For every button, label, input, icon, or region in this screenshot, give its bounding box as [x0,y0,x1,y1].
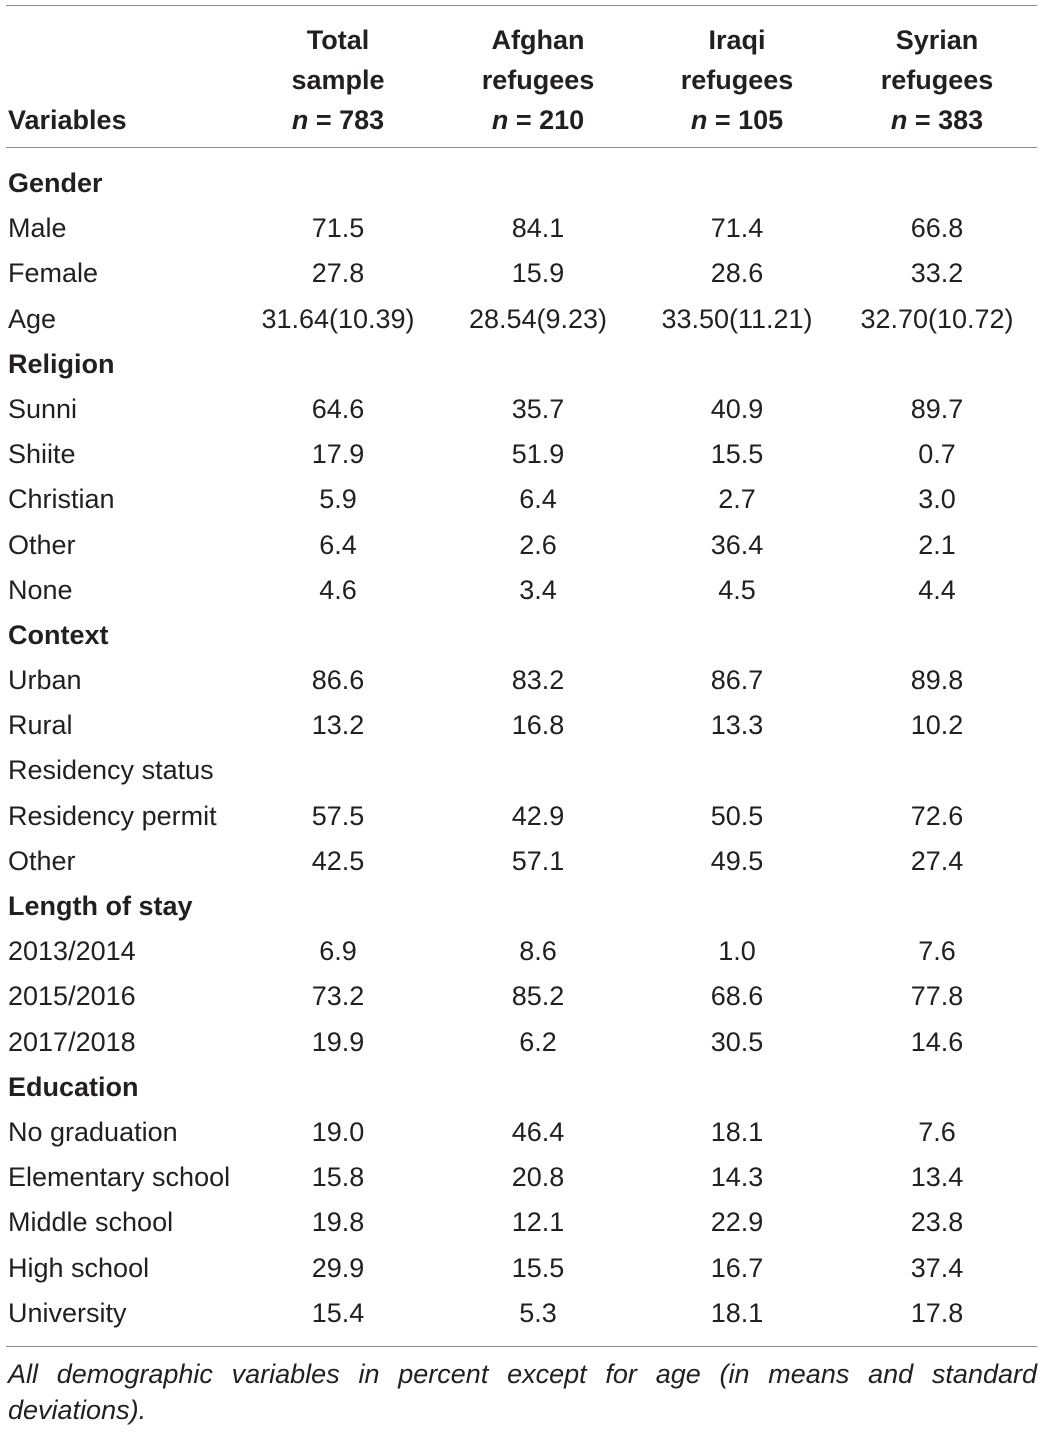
cell-value: 3.0 [918,484,956,515]
table-header [0,20,1043,140]
cell-value: 89.8 [910,665,964,696]
cell-value: 33.2 [910,258,964,289]
header-n-label: n [491,105,509,135]
table-row [0,387,1043,432]
header-n-label: n [890,105,908,135]
cell-value: 86.6 [311,665,365,696]
cell-value: 5.3 [519,1297,557,1328]
cell-value: 68.6 [710,981,764,1012]
table-row [0,251,1043,296]
cell-value: 46.4 [511,1116,565,1147]
cell-value: 7.6 [918,1116,956,1147]
row-label: Rural [8,710,73,741]
cell-value: 83.2 [511,665,565,696]
cell-value: 14.6 [910,1026,964,1057]
cell-value: 13.4 [910,1162,964,1193]
cell-value: 14.3 [710,1162,764,1193]
cell-value: 2.6 [519,529,557,560]
cell-value: 31.64(10.39) [261,303,415,334]
cell-value: 19.9 [311,1026,365,1057]
cell-value: 32.70(10.72) [860,303,1014,334]
header-variables-label: Variables [8,105,127,135]
cell-value: 6.4 [319,529,357,560]
cell-value: 15.4 [311,1297,365,1328]
section-header-row [0,342,1043,387]
header-line2: sample [291,65,385,95]
cell-value: 27.4 [910,845,964,876]
section-header-row [0,161,1043,206]
table-row [0,748,1043,793]
header-line2: refugees [680,65,794,95]
row-label: No graduation [8,1116,178,1147]
cell-value: 30.5 [710,1026,764,1057]
table-row [0,568,1043,613]
cell-value: 15.9 [511,258,565,289]
cell-value: 4.4 [918,574,956,605]
cell-value: 77.8 [910,981,964,1012]
table-row [0,839,1043,884]
table-row [0,929,1043,974]
cell-value: 20.8 [511,1162,565,1193]
row-label: Residency status [8,755,214,786]
cell-value: 89.7 [910,393,964,424]
cell-value: 4.6 [319,574,357,605]
section-label: Gender [8,168,103,198]
table-row [0,1110,1043,1155]
cell-value: 72.6 [910,800,964,831]
row-label: High school [8,1252,150,1283]
cell-value: 22.9 [710,1207,764,1238]
cell-value: 1.0 [718,936,756,967]
cell-value: 23.8 [910,1207,964,1238]
row-label: Elementary school [8,1162,231,1193]
cell-value: 84.1 [511,213,565,244]
header-total-sample [238,20,438,140]
cell-value: 12.1 [511,1207,565,1238]
row-label: 2015/2016 [8,981,136,1012]
header-iraqi-refugees [637,20,837,140]
row-label: Sunni [8,393,78,424]
table-row [0,974,1043,1019]
cell-value: 33.50(11.21) [661,303,813,334]
cell-value: 28.54(9.23) [468,303,608,334]
cell-value: 28.6 [710,258,764,289]
table-row [0,658,1043,703]
header-n-label: n [690,105,708,135]
header-n [691,100,783,140]
cell-value: 4.5 [718,574,756,605]
cell-value: 71.5 [311,213,365,244]
header-syrian-refugees [837,20,1037,140]
table-row [0,1246,1043,1291]
cell-value: 8.6 [519,936,557,967]
cell-value: 64.6 [311,393,365,424]
cell-value: 35.7 [511,393,565,424]
cell-value: 18.1 [710,1116,764,1147]
header-n-value: = 383 [914,105,984,135]
cell-value: 18.1 [710,1297,764,1328]
row-label: Middle school [8,1207,174,1238]
cell-value: 6.2 [519,1026,557,1057]
cell-value: 57.5 [311,800,365,831]
cell-value: 10.2 [910,710,964,741]
cell-value: 85.2 [511,981,565,1012]
table-row [0,794,1043,839]
cell-value: 5.9 [319,484,357,515]
cell-value: 7.6 [918,936,956,967]
cell-value: 86.7 [710,665,764,696]
header-n [891,100,983,140]
cell-value: 42.5 [311,845,365,876]
cell-value: 6.4 [519,484,557,515]
header-variables [8,20,248,140]
row-label: 2017/2018 [8,1026,136,1057]
cell-value: 66.8 [910,213,964,244]
row-label: University [8,1297,127,1328]
cell-value: 15.8 [311,1162,365,1193]
cell-value: 17.8 [910,1297,964,1328]
cell-value: 49.5 [710,845,764,876]
section-header-row [0,1065,1043,1110]
cell-value: 16.7 [710,1252,764,1283]
row-label: 2013/2014 [8,936,136,967]
table-row [0,297,1043,342]
cell-value: 29.9 [311,1252,365,1283]
cell-value: 73.2 [311,981,365,1012]
cell-value: 19.8 [311,1207,365,1238]
table-body [0,161,1043,1336]
table-top-rule [6,5,1037,6]
cell-value: 13.3 [710,710,764,741]
cell-value: 51.9 [511,439,565,470]
table-row [0,1291,1043,1336]
row-label: Male [8,213,67,244]
cell-value: 6.9 [319,936,357,967]
header-afghan-refugees [438,20,638,140]
row-label: Female [8,258,99,289]
table-footnote: All demographic variables in percent except for age (in means and standard deviations). [8,1359,1037,1425]
cell-value: 13.2 [311,710,365,741]
cell-value: 50.5 [710,800,764,831]
table-row [0,432,1043,477]
section-label: Context [8,619,109,650]
table-row [0,1020,1043,1065]
cell-value: 2.1 [918,529,956,560]
cell-value: 0.7 [918,439,956,470]
header-line1: Total [306,25,370,55]
section-label: Length of stay [8,891,193,921]
row-label: Urban [8,665,82,696]
table-header-rule [6,147,1037,148]
cell-value: 2.7 [718,484,756,515]
cell-value: 3.4 [519,574,557,605]
cell-value: 16.8 [511,710,565,741]
row-label: Shiite [8,439,76,470]
header-n-value: = 210 [515,105,585,135]
header-n [292,100,384,140]
cell-value: 40.9 [710,393,764,424]
header-n-value: = 105 [714,105,784,135]
cell-value: 36.4 [710,529,764,560]
section-label: Education [8,1071,139,1102]
cell-value: 42.9 [511,800,565,831]
row-label: Other [8,529,76,560]
cell-value: 37.4 [910,1252,964,1283]
row-label: Christian [8,484,115,515]
cell-value: 17.9 [311,439,365,470]
table-row [0,477,1043,522]
header-line1: Syrian [895,25,979,55]
cell-value: 15.5 [710,439,764,470]
header-n [492,100,584,140]
table-row [0,1155,1043,1200]
cell-value: 15.5 [511,1252,565,1283]
header-line1: Afghan [491,25,585,55]
table-row [0,206,1043,251]
table-row [0,1200,1043,1245]
section-header-row [0,884,1043,929]
section-header-row [0,613,1043,658]
header-n-label: n [291,105,309,135]
section-label: Religion [8,348,115,379]
table-bottom-rule [6,1346,1037,1347]
cell-value: 71.4 [710,213,764,244]
row-label: Other [8,845,76,876]
header-line1: Iraqi [708,25,766,55]
table-row [0,523,1043,568]
header-n-value: = 783 [315,105,385,135]
row-label: None [8,574,73,605]
row-label: Residency permit [8,800,217,831]
cell-value: 19.0 [311,1116,365,1147]
cell-value: 27.8 [311,258,365,289]
table-row [0,703,1043,748]
cell-value: 57.1 [511,845,565,876]
row-label: Age [8,303,57,334]
header-line2: refugees [481,65,595,95]
header-line2: refugees [880,65,994,95]
